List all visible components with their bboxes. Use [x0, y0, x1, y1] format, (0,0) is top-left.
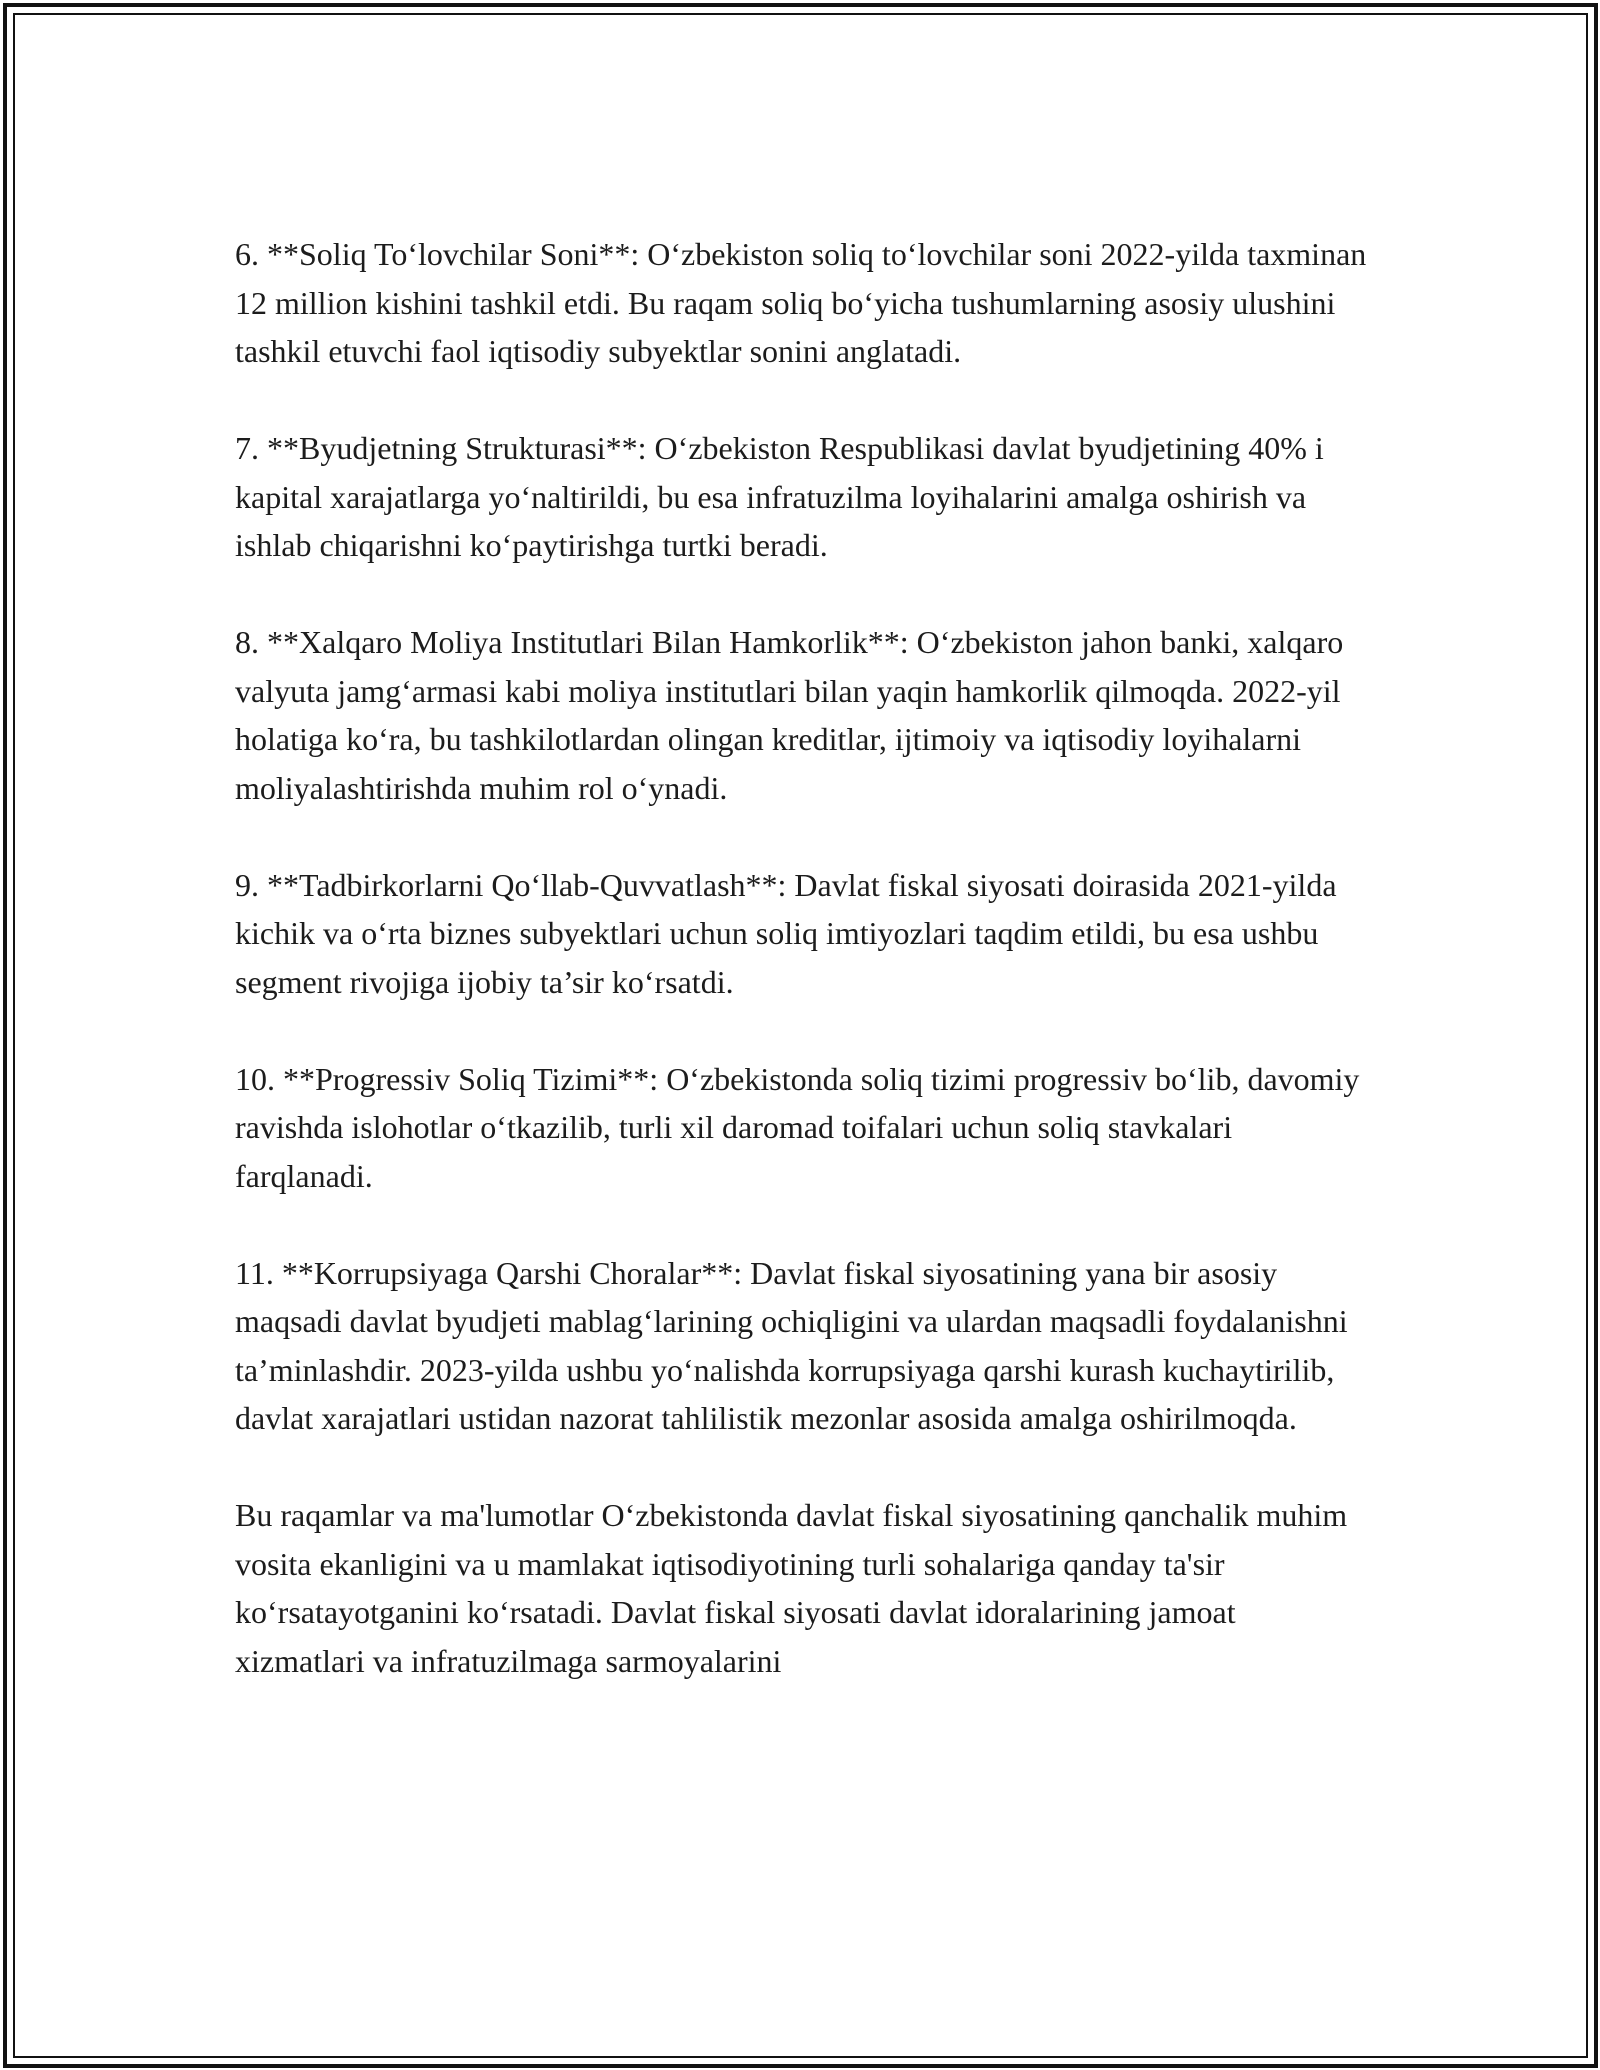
paragraph-item-9: 9. **Tadbirkorlarni Qo‘llab-Quvvatlash**: Davlat fiskal siyosati doirasida 2021-yilda kichik va o‘rta biznes subyektlari uchun soliq imtiyozlari taqdim etildi, bu esa ushbu segment rivojiga ijobiy ta’sir ko‘rsatdi.	[235, 866, 1337, 1000]
summary-paragraph: Bu raqamlar va ma'lumotlar O‘zbekistonda davlat fiskal siyosatining qanchalik muhim vosita ekanligini va u mamlakat iqtisodiyotining turli sohalariga qanday ta'sir ko‘rsatayotganini ko‘rsatadi. Davlat fiskal siyosati davlat idoralarining jamoat xizmatlari va infratuzilmaga sarmoyalarini	[235, 1497, 1348, 1679]
document-body	[235, 230, 1370, 1685]
paragraph-item-6: 6. **Soliq To‘lovchilar Soni**: O‘zbekiston soliq to‘lovchilar soni 2022-yilda taxminan 12 million kishini tashkil etdi. Bu raqam soliq bo‘yicha tushumlarning asosiy ulushini tashkil etuvchi faol iqtisodiy subyektlar sonini anglatadi.	[235, 236, 1367, 369]
paragraph-item-11: 11. **Korrupsiyaga Qarshi Choralar**: Davlat fiskal siyosatining yana bir asosiy maqsadi davlat byudjeti mablag‘larining ochiqligini va ulardan maqsadli foydalanishni ta’minlashdir. 2023-yilda ushbu yo‘nalishda korrupsiyaga qarshi kurash kuchaytirilib, davlat xarajatlari ustidan nazorat tahlilistik mezonlar asosida amalga oshirilmoqda.	[235, 1254, 1348, 1436]
paragraph-item-7: 7. **Byudjetning Strukturasi**: O‘zbekiston Respublikasi davlat byudjetining 40% i kapital xarajatlarga yo‘naltirildi, bu esa infratuzilma loyihalarini amalga oshirish va ishlab chiqarishni ko‘paytirishga turtki beradi.	[235, 430, 1324, 563]
paragraph-item-10: 10. **Progressiv Soliq Tizimi**: O‘zbekistonda soliq tizimi progressiv bo‘lib, davomiy ravishda islohotlar o‘tkazilib, turli xil daromad toifalari uchun soliq stavkalari farqlanadi.	[235, 1060, 1360, 1194]
paragraph-item-8: 8. **Xalqaro Moliya Institutlari Bilan Hamkorlik**: O‘zbekiston jahon banki, xalqaro valyuta jamg‘armasi kabi moliya institutlari bilan yaqin hamkorlik qilmoqda. 2022-yil holatiga ko‘ra, bu tashkilotlardan olingan kreditlar, ijtimoiy va iqtisodiy loyihalarni moliyalashtirishda muhim rol o‘ynadi.	[235, 624, 1344, 806]
